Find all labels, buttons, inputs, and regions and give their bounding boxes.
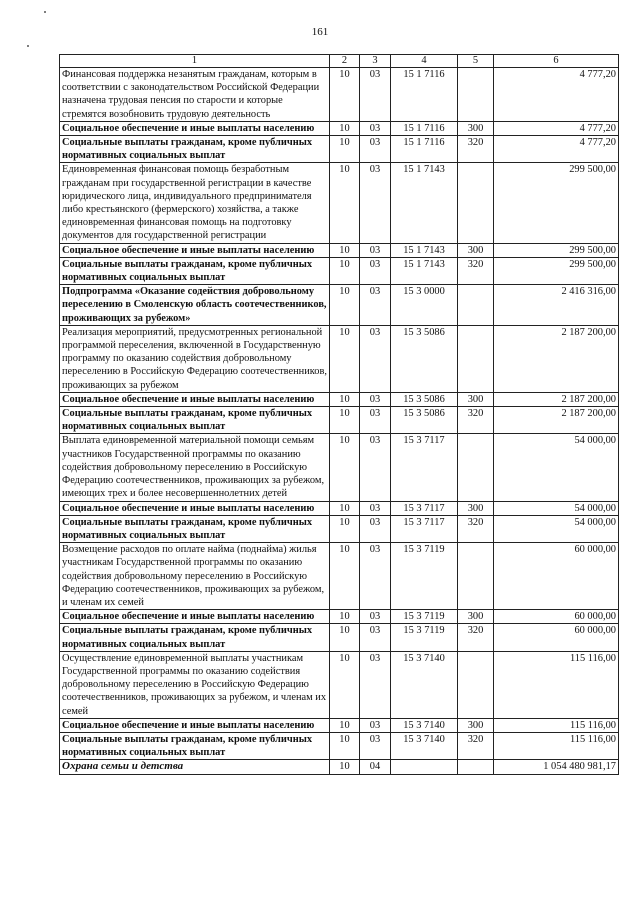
target-article-cell: 15 3 7117 xyxy=(391,515,458,542)
expense-type-cell xyxy=(458,68,494,122)
table-row xyxy=(60,651,619,718)
expense-type-cell xyxy=(458,651,494,718)
table-row xyxy=(60,760,619,774)
section-code-cell: 10 xyxy=(330,285,360,326)
section-code-cell: 10 xyxy=(330,732,360,759)
amount-cell: 4 777,20 xyxy=(494,121,619,135)
section-code-cell: 10 xyxy=(330,434,360,501)
expense-type-cell: 320 xyxy=(458,732,494,759)
expense-type-cell: 300 xyxy=(458,243,494,257)
target-article-cell: 15 3 7119 xyxy=(391,624,458,651)
row-name-cell: Социальные выплаты гражданам, кроме публичных нормативных социальных выплат xyxy=(60,732,330,759)
section-code-cell: 10 xyxy=(330,543,360,610)
table-row xyxy=(60,624,619,651)
amount-cell: 2 416 316,00 xyxy=(494,285,619,326)
subsection-code-cell: 04 xyxy=(360,760,391,774)
amount-cell: 4 777,20 xyxy=(494,68,619,122)
amount-cell: 2 187 200,00 xyxy=(494,392,619,406)
section-code-cell: 10 xyxy=(330,624,360,651)
column-header: 3 xyxy=(360,55,391,68)
row-name-cell: Социальные выплаты гражданам, кроме публичных нормативных социальных выплат xyxy=(60,515,330,542)
page-number: 161 xyxy=(311,26,329,38)
target-article-cell xyxy=(391,760,458,774)
expense-type-cell: 320 xyxy=(458,624,494,651)
scan-speck xyxy=(44,11,46,13)
section-code-cell: 10 xyxy=(330,718,360,732)
table-row xyxy=(60,501,619,515)
target-article-cell: 15 3 7140 xyxy=(391,718,458,732)
amount-cell: 54 000,00 xyxy=(494,515,619,542)
amount-cell: 1 054 480 981,17 xyxy=(494,760,619,774)
amount-cell: 299 500,00 xyxy=(494,163,619,243)
row-name-cell: Реализация мероприятий, предусмотренных региональной программой переселения, включенной в Государственную программу по оказанию содействия добровольному переселению в Российскую Федерацию соотечественников, проживающих за рубежом xyxy=(60,325,330,392)
table-row xyxy=(60,285,619,326)
column-header: 5 xyxy=(458,55,494,68)
subsection-code-cell: 03 xyxy=(360,121,391,135)
section-code-cell: 10 xyxy=(330,392,360,406)
expense-type-cell: 300 xyxy=(458,392,494,406)
expense-type-cell: 320 xyxy=(458,407,494,434)
row-name-cell: Подпрограмма «Оказание содействия добровольному переселению в Смоленскую область соотечественников, проживающих за рубежом» xyxy=(60,285,330,326)
table-row xyxy=(60,163,619,243)
expense-type-cell xyxy=(458,285,494,326)
row-name-cell: Социальные выплаты гражданам, кроме публичных нормативных социальных выплат xyxy=(60,136,330,163)
row-name-cell: Социальное обеспечение и иные выплаты населению xyxy=(60,392,330,406)
target-article-cell: 15 1 7116 xyxy=(391,136,458,163)
subsection-code-cell: 03 xyxy=(360,501,391,515)
table-row xyxy=(60,407,619,434)
amount-cell: 115 116,00 xyxy=(494,718,619,732)
subsection-code-cell: 03 xyxy=(360,163,391,243)
row-name-cell: Социальное обеспечение и иные выплаты населению xyxy=(60,121,330,135)
target-article-cell: 15 3 7140 xyxy=(391,732,458,759)
section-code-cell: 10 xyxy=(330,68,360,122)
amount-cell: 299 500,00 xyxy=(494,243,619,257)
amount-cell: 115 116,00 xyxy=(494,651,619,718)
subsection-code-cell: 03 xyxy=(360,257,391,284)
amount-cell: 60 000,00 xyxy=(494,610,619,624)
section-code-cell: 10 xyxy=(330,136,360,163)
section-code-cell: 10 xyxy=(330,515,360,542)
table-row xyxy=(60,121,619,135)
amount-cell: 2 187 200,00 xyxy=(494,407,619,434)
section-code-cell: 10 xyxy=(330,121,360,135)
row-name-cell: Финансовая поддержка незанятым гражданам, которым в соответствии с законодательством Российской Федерации назначена трудовая пенсия по старости и которые стремятся возобновить трудовую деятельность xyxy=(60,68,330,122)
expense-type-cell xyxy=(458,434,494,501)
column-number-row xyxy=(60,55,619,68)
expense-type-cell xyxy=(458,543,494,610)
table-row xyxy=(60,136,619,163)
subsection-code-cell: 03 xyxy=(360,732,391,759)
column-header: 6 xyxy=(494,55,619,68)
section-code-cell: 10 xyxy=(330,760,360,774)
section-code-cell: 10 xyxy=(330,257,360,284)
target-article-cell: 15 3 0000 xyxy=(391,285,458,326)
expense-type-cell xyxy=(458,760,494,774)
subsection-code-cell: 03 xyxy=(360,434,391,501)
section-code-cell: 10 xyxy=(330,163,360,243)
target-article-cell: 15 1 7116 xyxy=(391,121,458,135)
row-name-cell: Социальное обеспечение и иные выплаты населению xyxy=(60,718,330,732)
subsection-code-cell: 03 xyxy=(360,68,391,122)
row-name-cell: Социальные выплаты гражданам, кроме публичных нормативных социальных выплат xyxy=(60,257,330,284)
subsection-code-cell: 03 xyxy=(360,392,391,406)
target-article-cell: 15 1 7143 xyxy=(391,257,458,284)
section-code-cell: 10 xyxy=(330,407,360,434)
expense-type-cell: 320 xyxy=(458,257,494,284)
table-row xyxy=(60,392,619,406)
section-code-cell: 10 xyxy=(330,325,360,392)
expense-type-cell xyxy=(458,163,494,243)
row-name-cell: Возмещение расходов по оплате найма (поднайма) жилья участникам Государственной программы по оказанию содействия добровольному переселению в Российскую Федерацию соотечественников, проживающих за рубежом, и членам их семей xyxy=(60,543,330,610)
target-article-cell: 15 3 7140 xyxy=(391,651,458,718)
expense-type-cell: 320 xyxy=(458,136,494,163)
target-article-cell: 15 3 7119 xyxy=(391,610,458,624)
row-name-cell: Социальное обеспечение и иные выплаты населению xyxy=(60,243,330,257)
subsection-code-cell: 03 xyxy=(360,325,391,392)
target-article-cell: 15 3 7117 xyxy=(391,434,458,501)
column-header: 4 xyxy=(391,55,458,68)
row-name-cell: Социальное обеспечение и иные выплаты населению xyxy=(60,610,330,624)
amount-cell: 60 000,00 xyxy=(494,624,619,651)
amount-cell: 60 000,00 xyxy=(494,543,619,610)
target-article-cell: 15 3 5086 xyxy=(391,407,458,434)
expense-type-cell: 320 xyxy=(458,515,494,542)
table-row xyxy=(60,543,619,610)
table-row xyxy=(60,610,619,624)
row-name-cell: Охрана семьи и детства xyxy=(60,760,330,774)
table-row xyxy=(60,257,619,284)
scan-speck xyxy=(27,45,29,47)
expense-type-cell: 300 xyxy=(458,501,494,515)
subsection-code-cell: 03 xyxy=(360,718,391,732)
row-name-cell: Единовременная финансовая помощь безработным гражданам при государственной регистрации в качестве юридического лица, индивидуального предпринимателя либо крестьянского (фермерского) хозяйства, а также единовременная финансовая помощь на подготовку документов для государственной регистрации xyxy=(60,163,330,243)
amount-cell: 115 116,00 xyxy=(494,732,619,759)
subsection-code-cell: 03 xyxy=(360,285,391,326)
column-header: 2 xyxy=(330,55,360,68)
table-row xyxy=(60,718,619,732)
amount-cell: 54 000,00 xyxy=(494,434,619,501)
subsection-code-cell: 03 xyxy=(360,543,391,610)
section-code-cell: 10 xyxy=(330,610,360,624)
budget-table xyxy=(59,54,619,775)
subsection-code-cell: 03 xyxy=(360,407,391,434)
expense-type-cell: 300 xyxy=(458,121,494,135)
target-article-cell: 15 1 7116 xyxy=(391,68,458,122)
table-row xyxy=(60,68,619,122)
subsection-code-cell: 03 xyxy=(360,624,391,651)
table-row xyxy=(60,243,619,257)
target-article-cell: 15 3 5086 xyxy=(391,325,458,392)
amount-cell: 54 000,00 xyxy=(494,501,619,515)
subsection-code-cell: 03 xyxy=(360,610,391,624)
subsection-code-cell: 03 xyxy=(360,243,391,257)
table-row xyxy=(60,325,619,392)
expense-type-cell xyxy=(458,325,494,392)
target-article-cell: 15 1 7143 xyxy=(391,243,458,257)
row-name-cell: Социальные выплаты гражданам, кроме публичных нормативных социальных выплат xyxy=(60,624,330,651)
subsection-code-cell: 03 xyxy=(360,515,391,542)
row-name-cell: Выплата единовременной материальной помощи семьям участников Государственной программы по оказанию содействия добровольному переселению в Российскую Федерацию соотечественников, проживающих за рубежом, имеющих трех и более несовершеннолетних детей xyxy=(60,434,330,501)
column-header: 1 xyxy=(60,55,330,68)
row-name-cell: Осуществление единовременной выплаты участникам Государственной программы по оказанию содействия добровольному переселению в Российскую Федерацию соотечественников, проживающих за рубежом, и членам их семей xyxy=(60,651,330,718)
expense-type-cell: 300 xyxy=(458,610,494,624)
amount-cell: 4 777,20 xyxy=(494,136,619,163)
amount-cell: 2 187 200,00 xyxy=(494,325,619,392)
subsection-code-cell: 03 xyxy=(360,136,391,163)
section-code-cell: 10 xyxy=(330,501,360,515)
target-article-cell: 15 3 7117 xyxy=(391,501,458,515)
target-article-cell: 15 3 7119 xyxy=(391,543,458,610)
row-name-cell: Социальные выплаты гражданам, кроме публичных нормативных социальных выплат xyxy=(60,407,330,434)
table-row xyxy=(60,515,619,542)
target-article-cell: 15 1 7143 xyxy=(391,163,458,243)
amount-cell: 299 500,00 xyxy=(494,257,619,284)
table-row xyxy=(60,732,619,759)
row-name-cell: Социальное обеспечение и иные выплаты населению xyxy=(60,501,330,515)
section-code-cell: 10 xyxy=(330,651,360,718)
table-row xyxy=(60,434,619,501)
section-code-cell: 10 xyxy=(330,243,360,257)
target-article-cell: 15 3 5086 xyxy=(391,392,458,406)
expense-type-cell: 300 xyxy=(458,718,494,732)
subsection-code-cell: 03 xyxy=(360,651,391,718)
